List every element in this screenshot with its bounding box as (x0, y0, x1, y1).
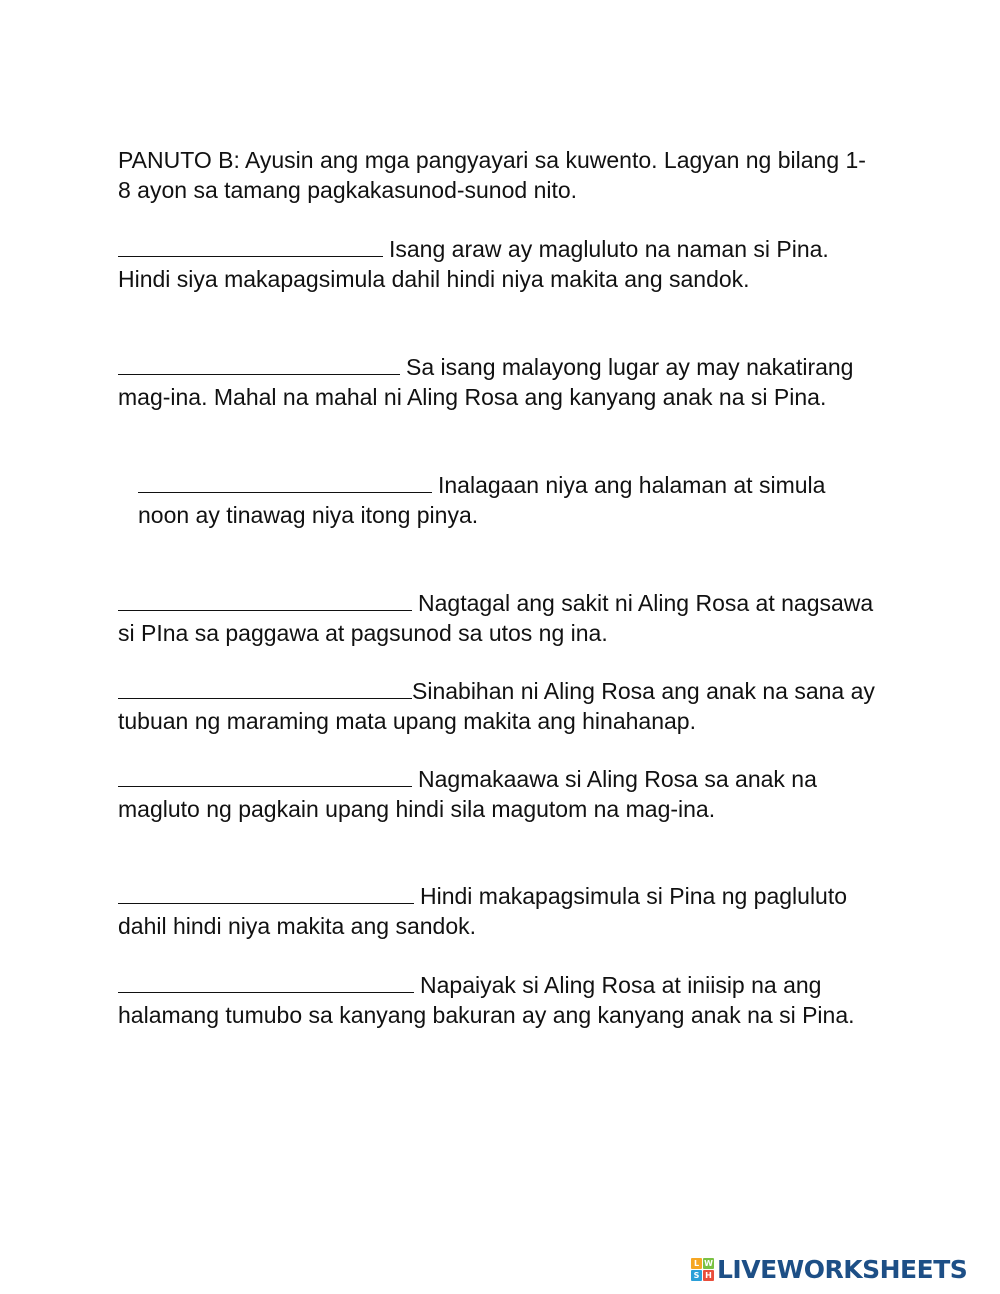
answer-blank-6[interactable] (118, 766, 412, 787)
list-item (118, 677, 878, 736)
list-item (118, 235, 878, 294)
answer-blank-5[interactable] (118, 678, 412, 699)
answer-blank-8[interactable] (118, 972, 414, 993)
list-item (118, 882, 878, 941)
answer-blank-4[interactable] (118, 590, 412, 611)
list-item (138, 471, 878, 530)
list-item (118, 589, 878, 648)
liveworksheets-logo[interactable] (691, 1254, 967, 1284)
item-text-7: Hindi makapagsimula si Pina ng pagluluto dahil hindi niya makita ang sandok. (118, 883, 848, 939)
item-text-6: Nagmakaawa si Aling Rosa sa anak na magluto ng pagkain upang hindi sila magutom na mag-ina. (118, 766, 817, 822)
item-text-5: Sinabihan ni Aling Rosa ang anak na sana ay tubuan ng maraming mata upang makita ang hinahanap. (118, 678, 875, 734)
item-text-2: Sa isang malayong lugar ay may nakatirang mag-ina. Mahal na mahal ni Aling Rosa ang kanyang anak na si Pina. (118, 354, 854, 410)
answer-blank-3[interactable] (138, 472, 432, 493)
item-text-1: Isang araw ay magluluto na naman si Pina. Hindi siya makapagsimula dahil hindi niya makita ang sandok. (118, 236, 829, 292)
item-text-3: Inalagaan niya ang halaman at simula noon ay tinawag niya itong pinya. (138, 472, 826, 528)
logo-mark-cell: H (703, 1270, 714, 1281)
item-text-4: Nagtagal ang sakit ni Aling Rosa at nagsawa si PIna sa paggawa at pagsunod sa utos ng ina. (118, 590, 874, 646)
logo-mark-cell: W (704, 1258, 713, 1268)
logo-mark-cell: L (691, 1258, 702, 1269)
list-item (118, 353, 878, 412)
answer-blank-7[interactable] (118, 883, 414, 904)
instructions-text: PANUTO B: Ayusin ang mga pangyayari sa kuwento. Lagyan ng bilang 1- 8 ayon sa tamang pagkakasunod-sunod nito. (118, 147, 866, 203)
answer-blank-2[interactable] (118, 354, 400, 375)
item-text-8: Napaiyak si Aling Rosa at iniisip na ang halamang tumubo sa kanyang bakuran ay ang kanyang anak na si Pina. (118, 972, 855, 1028)
instructions (118, 146, 878, 205)
list-item (118, 971, 878, 1030)
answer-blank-1[interactable] (118, 236, 383, 257)
logo-mark-cell: S (691, 1270, 702, 1281)
liveworksheets-logo-icon (691, 1258, 714, 1281)
list-item (118, 765, 878, 824)
liveworksheets-logo-text: LIVEWORKSHEETS (717, 1254, 968, 1284)
